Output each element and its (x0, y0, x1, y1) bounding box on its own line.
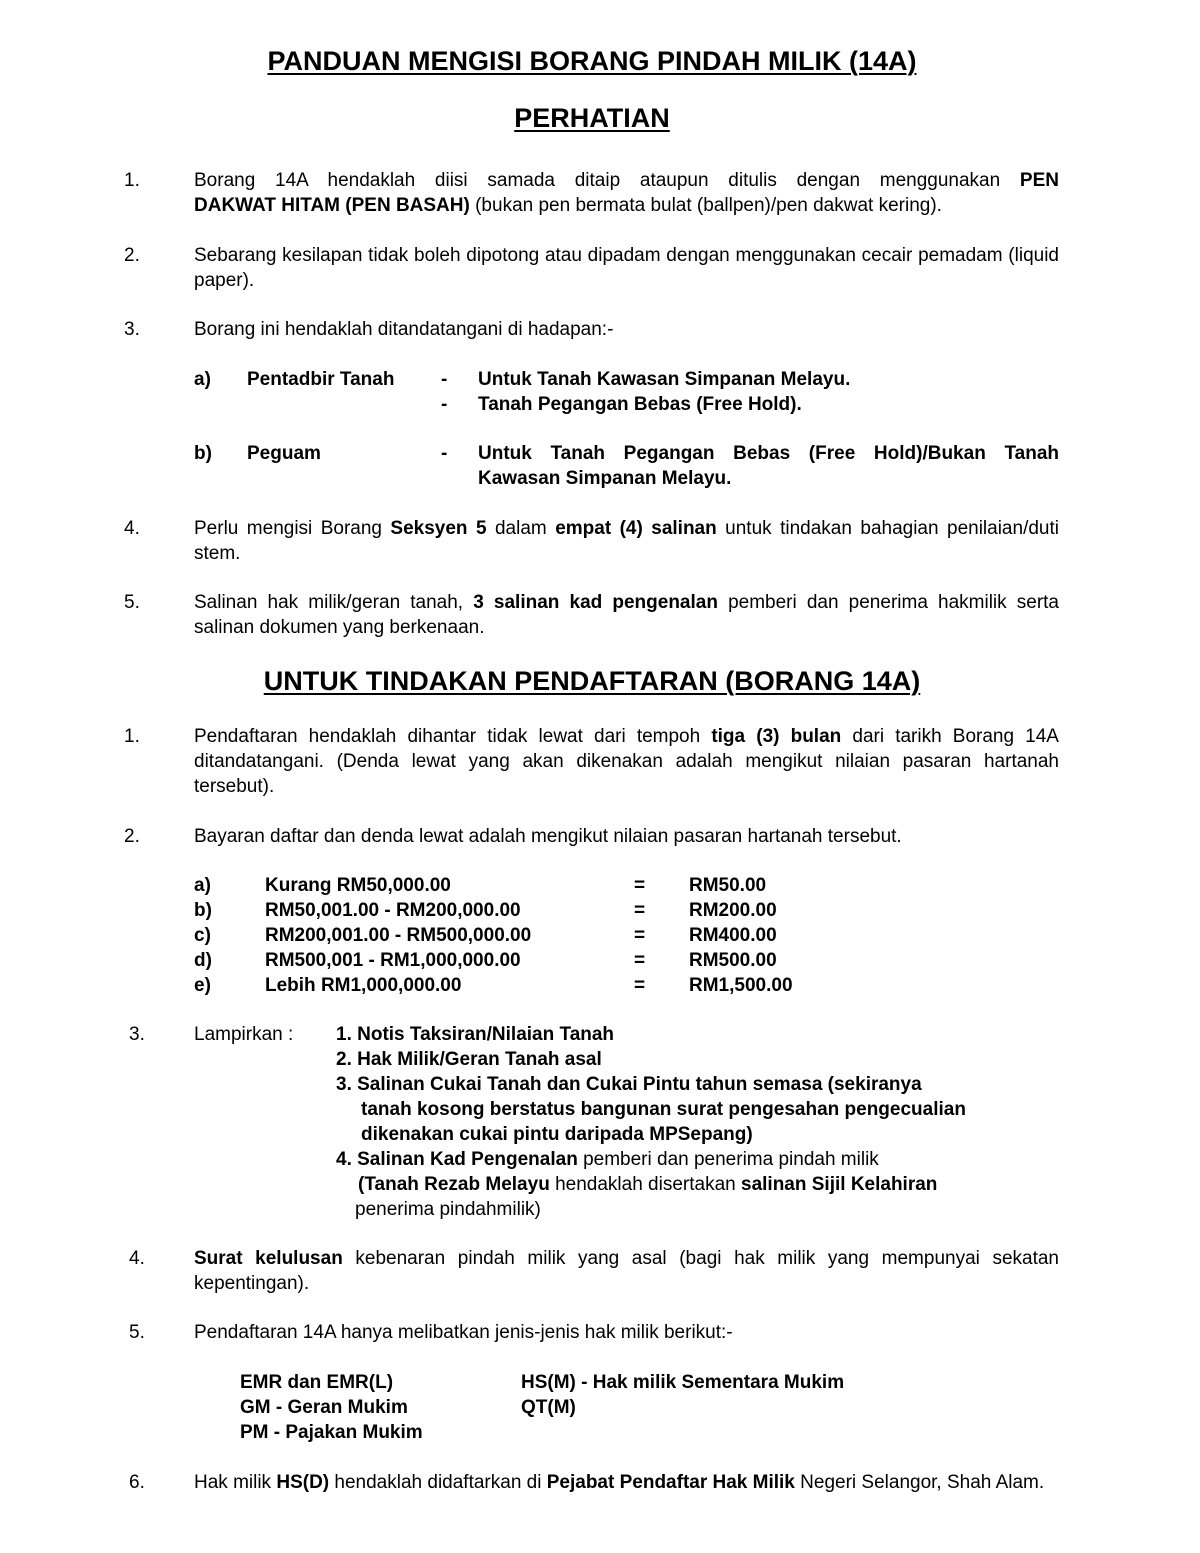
item-text: Perlu mengisi Borang (194, 518, 391, 539)
title-type: PM - Pajakan Mukim (240, 1422, 423, 1443)
signatory-desc: Tanah Pegangan Bebas (Free Hold). (478, 394, 802, 415)
item-bold: Pejabat Pendaftar Hak Milik (546, 1472, 795, 1493)
dash: - (441, 369, 448, 390)
list-item: Bayaran daftar dan denda lewat adalah mengikut nilaian pasaran hartanah tersebut. (194, 826, 902, 847)
page-title: PANDUAN MENGISI BORANG PINDAH MILIK (14A) (267, 46, 917, 76)
fee-range: Lebih RM1,000,000.00 (265, 975, 462, 996)
list-number: 2. (124, 826, 140, 847)
fee-range: RM50,001.00 - RM200,000.00 (265, 900, 521, 921)
item-text: hendaklah disertakan (549, 1174, 741, 1195)
list-number: 4. (124, 518, 140, 539)
attachment-item: penerima pindahmilik) (355, 1199, 541, 1220)
list-item (194, 168, 1059, 218)
list-number: 3. (124, 319, 140, 340)
item-text: kebenaran pindah milik yang asal (bagi hak milik yang mempunyai sekatan kepentingan). (194, 1248, 1060, 1294)
attachment-item: 1. Notis Taksiran/Nilaian Tanah (336, 1024, 615, 1045)
fee-letter: b) (194, 900, 212, 921)
fee-range: RM500,001 - RM1,000,000.00 (265, 950, 521, 971)
list-number: 6. (129, 1472, 145, 1493)
item-bold: empat (4) salinan (555, 518, 717, 539)
item-bold: Surat kelulusan (194, 1248, 343, 1269)
item-bold: tiga (3) bulan (711, 726, 842, 747)
list-number: 1. (124, 726, 140, 747)
list-number: 3. (129, 1024, 145, 1045)
item-text: untuk tindakan bahagian penilaian/duti stem. (194, 518, 1059, 564)
item-text: dalam (486, 518, 556, 539)
sub-letter: b) (194, 443, 212, 464)
item-bold: PEN (1019, 170, 1059, 191)
section-heading-perhatian: PERHATIAN (514, 103, 670, 133)
title-type: EMR dan EMR(L) (240, 1372, 394, 1393)
item-bold: salinan Sijil Kelahiran (741, 1174, 938, 1195)
dash: - (441, 394, 448, 415)
list-number: 5. (129, 1322, 145, 1343)
attachment-item: dikenakan cukai pintu daripada MPSepang) (361, 1124, 753, 1145)
title-type: QT(M) (521, 1397, 576, 1418)
attachment-item: tanah kosong berstatus bangunan surat pengesahan pengecualian (361, 1099, 966, 1120)
list-item (194, 724, 1059, 799)
signatory-desc: Untuk Tanah Kawasan Simpanan Melayu. (478, 369, 851, 390)
fee-amount: RM400.00 (689, 925, 777, 946)
list-item (194, 590, 1059, 640)
fee-equals: = (634, 950, 646, 971)
fee-letter: d) (194, 950, 212, 971)
fee-amount: RM1,500.00 (689, 975, 793, 996)
sub-letter: a) (194, 369, 211, 390)
attachment-item (336, 1147, 879, 1172)
item-bold: Seksyen 5 (390, 518, 487, 539)
attachment-item (358, 1172, 937, 1197)
fee-equals: = (634, 875, 646, 896)
list-item (194, 1470, 1059, 1495)
fee-letter: c) (194, 925, 211, 946)
attachments-label: Lampirkan : (194, 1024, 294, 1045)
signatory-desc: Untuk Tanah Pegangan Bebas (Free Hold)/Bukan Tanah (478, 443, 1059, 464)
item-text: hendaklah didaftarkan di (329, 1472, 547, 1493)
list-item: Borang ini hendaklah ditandatangani di hadapan:- (194, 319, 614, 340)
fee-equals: = (634, 900, 646, 921)
fee-range: Kurang RM50,000.00 (265, 875, 451, 896)
item-text: Pendaftaran hendaklah dihantar tidak lewat dari tempoh (194, 726, 712, 747)
item-text: pemberi dan penerima pindah milik (577, 1149, 879, 1170)
fee-equals: = (634, 925, 646, 946)
item-bold: (Tanah Rezab Melayu (358, 1174, 550, 1195)
item-text: Borang 14A hendaklah diisi samada ditaip ataupun ditulis dengan menggunakan (194, 170, 1020, 191)
item-bold: 3 salinan kad pengenalan (473, 592, 718, 613)
title-type: HS(M) - Hak milik Sementara Mukim (521, 1372, 845, 1393)
list-number: 1. (124, 170, 140, 191)
item-bold: HS(D) (276, 1472, 330, 1493)
item-bold: DAKWAT HITAM (PEN BASAH) (194, 195, 470, 216)
dash: - (441, 443, 448, 464)
fee-range: RM200,001.00 - RM500,000.00 (265, 925, 532, 946)
item-text: Salinan hak milik/geran tanah, (194, 592, 474, 613)
list-item (194, 1246, 1059, 1296)
list-item: Sebarang kesilapan tidak boleh dipotong atau dipadam dengan menggunakan cecair pemadam (liquid paper). (194, 245, 1059, 291)
signatory-desc: Kawasan Simpanan Melayu. (478, 468, 732, 489)
fee-amount: RM500.00 (689, 950, 777, 971)
list-number: 5. (124, 592, 140, 613)
fee-letter: e) (194, 975, 211, 996)
title-type: GM - Geran Mukim (240, 1397, 408, 1418)
fee-amount: RM50.00 (689, 875, 767, 896)
attachment-item: 2. Hak Milik/Geran Tanah asal (336, 1049, 602, 1070)
item-bold: 4. Salinan Kad Pengenalan (336, 1149, 578, 1170)
fee-equals: = (634, 975, 646, 996)
list-item (194, 516, 1059, 566)
list-number: 2. (124, 245, 140, 266)
item-text: Negeri Selangor, Shah Alam. (794, 1472, 1045, 1493)
item-text: pemberi dan penerima hakmilik serta salinan dokumen yang berkenaan. (194, 592, 1059, 638)
fee-amount: RM200.00 (689, 900, 777, 921)
item-text: dari tarikh Borang 14A ditandatangani. (Denda lewat yang akan dikenakan adalah mengikut nilaian pasaran hartanah tersebut). (194, 726, 1059, 797)
attachment-item: 3. Salinan Cukai Tanah dan Cukai Pintu tahun semasa (sekiranya (336, 1074, 922, 1095)
fee-letter: a) (194, 875, 211, 896)
item-text: (bukan pen bermata bulat (ballpen)/pen dakwat kering). (469, 195, 942, 216)
item-text: Hak milik (194, 1472, 277, 1493)
signatory-label: Pentadbir Tanah (247, 369, 395, 390)
list-item: Pendaftaran 14A hanya melibatkan jenis-jenis hak milik berikut:- (194, 1322, 733, 1343)
list-number: 4. (129, 1248, 145, 1269)
signatory-label: Peguam (247, 443, 321, 464)
section-heading-pendaftaran: UNTUK TINDAKAN PENDAFTARAN (BORANG 14A) (263, 666, 921, 696)
